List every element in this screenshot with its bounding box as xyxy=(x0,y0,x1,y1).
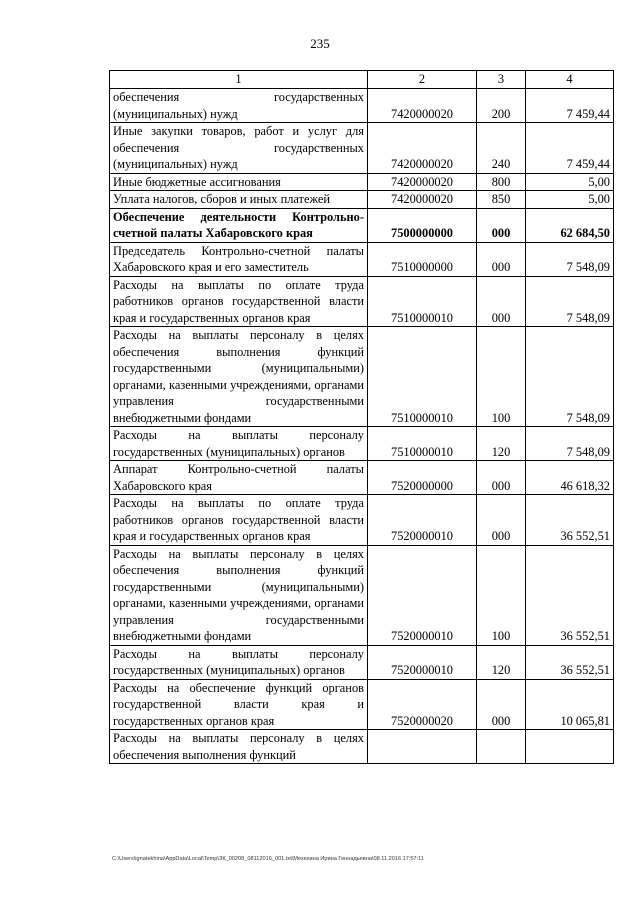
row-type-cell: 000 xyxy=(477,679,526,730)
row-type-cell: 120 xyxy=(477,645,526,679)
row-name-cell: Расходы на выплаты персоналу в целях обеспечения выполнения функций xyxy=(110,730,368,764)
table-row xyxy=(110,89,614,123)
row-code-cell: 7520000010 xyxy=(368,645,477,679)
row-code-cell: 7520000020 xyxy=(368,679,477,730)
row-type-cell: 200 xyxy=(477,89,526,123)
row-type-cell: 800 xyxy=(477,173,526,191)
row-code-cell: 7420000020 xyxy=(368,191,477,209)
row-sum-cell: 10 065,81 xyxy=(526,679,614,730)
table-row xyxy=(110,545,614,645)
row-sum-cell: 5,00 xyxy=(526,191,614,209)
row-name-cell: обеспечения государственных (муниципальных) нужд xyxy=(110,89,368,123)
row-name-cell: Расходы на выплаты по оплате труда работников органов государственной власти края и государственных органов края xyxy=(110,495,368,546)
row-name-cell: Расходы на выплаты персоналу государственных (муниципальных) органов xyxy=(110,645,368,679)
row-code-cell: 7510000010 xyxy=(368,327,477,427)
table-row xyxy=(110,679,614,730)
row-type-cell: 100 xyxy=(477,327,526,427)
row-code-cell: 7520000010 xyxy=(368,545,477,645)
table-header-row xyxy=(110,71,614,89)
row-type-cell: 000 xyxy=(477,242,526,276)
row-name-cell: Расходы на выплаты персоналу государственных (муниципальных) органов xyxy=(110,427,368,461)
row-code-cell: 7420000020 xyxy=(368,173,477,191)
row-sum-cell: 7 548,09 xyxy=(526,276,614,327)
page-number: 235 xyxy=(310,36,330,51)
row-name-cell: Расходы на выплаты персоналу в целях обеспечения выполнения функций государственными (муниципальными) органами, казенными учреждениями, органами управления государственными внебюджетными фондами xyxy=(110,545,368,645)
row-name-cell: Расходы на обеспечение функций органов государственной власти края и государственных органов края xyxy=(110,679,368,730)
row-code-cell: 7420000020 xyxy=(368,123,477,174)
row-sum-cell: 36 552,51 xyxy=(526,645,614,679)
row-code-cell: 7420000020 xyxy=(368,89,477,123)
table-row xyxy=(110,730,614,764)
table-row xyxy=(110,123,614,174)
table-row xyxy=(110,276,614,327)
row-name-cell: Аппарат Контрольно-счетной палаты Хабаровского края xyxy=(110,461,368,495)
row-type-cell: 000 xyxy=(477,208,526,242)
table-row xyxy=(110,327,614,427)
row-name-cell: Иные бюджетные ассигнования xyxy=(110,173,368,191)
table-row xyxy=(110,427,614,461)
table-row xyxy=(110,191,614,209)
row-name-cell: Расходы на выплаты персоналу в целях обеспечения выполнения функций государственными (муниципальными) органами, казенными учреждениями, органами управления государственными внебюджетными фондами xyxy=(110,327,368,427)
row-name-cell: Иные закупки товаров, работ и услуг для обеспечения государственных (муниципальных) нужд xyxy=(110,123,368,174)
column-header-name: 1 xyxy=(110,71,368,89)
row-type-cell: 240 xyxy=(477,123,526,174)
row-type-cell: 000 xyxy=(477,276,526,327)
table-row xyxy=(110,173,614,191)
table-row xyxy=(110,242,614,276)
column-header-type: 3 xyxy=(477,71,526,89)
row-code-cell: 7510000000 xyxy=(368,242,477,276)
table-row xyxy=(110,461,614,495)
row-sum-cell: 62 684,50 xyxy=(526,208,614,242)
row-type-cell: 000 xyxy=(477,495,526,546)
table-row xyxy=(110,495,614,546)
file-path-footer: C:\Users\ignatekhina\AppData\Local\Temp\ЗК_00208_08112016_001.txt\Мехехина Ирина Геннадьевна\08.11.2016 17:57:11 xyxy=(112,856,424,862)
row-type-cell: 850 xyxy=(477,191,526,209)
row-name-cell: Расходы на выплаты по оплате труда работников органов государственной власти края и государственных органов края xyxy=(110,276,368,327)
row-name-cell: Председатель Контрольно-счетной палаты Хабаровского края и его заместитель xyxy=(110,242,368,276)
row-code-cell xyxy=(368,730,477,764)
table-row xyxy=(110,645,614,679)
row-sum-cell: 36 552,51 xyxy=(526,545,614,645)
row-sum-cell: 7 459,44 xyxy=(526,89,614,123)
row-sum-cell: 7 548,09 xyxy=(526,242,614,276)
row-sum-cell: 7 459,44 xyxy=(526,123,614,174)
column-header-code: 2 xyxy=(368,71,477,89)
row-name-cell: Обеспечение деятельности Контрольно-счетной палаты Хабаровского края xyxy=(110,208,368,242)
table-body xyxy=(110,89,614,764)
row-type-cell xyxy=(477,730,526,764)
row-sum-cell: 7 548,09 xyxy=(526,427,614,461)
row-code-cell: 7510000010 xyxy=(368,427,477,461)
row-name-cell: Уплата налогов, сборов и иных платежей xyxy=(110,191,368,209)
row-sum-cell: 46 618,32 xyxy=(526,461,614,495)
row-sum-cell: 36 552,51 xyxy=(526,495,614,546)
row-code-cell: 7520000010 xyxy=(368,495,477,546)
row-sum-cell: 5,00 xyxy=(526,173,614,191)
budget-table xyxy=(109,70,614,764)
row-sum-cell: 7 548,09 xyxy=(526,327,614,427)
row-code-cell: 7500000000 xyxy=(368,208,477,242)
row-type-cell: 100 xyxy=(477,545,526,645)
row-code-cell: 7510000010 xyxy=(368,276,477,327)
table-row xyxy=(110,208,614,242)
row-type-cell: 000 xyxy=(477,461,526,495)
row-type-cell: 120 xyxy=(477,427,526,461)
row-code-cell: 7520000000 xyxy=(368,461,477,495)
row-sum-cell xyxy=(526,730,614,764)
column-header-sum: 4 xyxy=(526,71,614,89)
